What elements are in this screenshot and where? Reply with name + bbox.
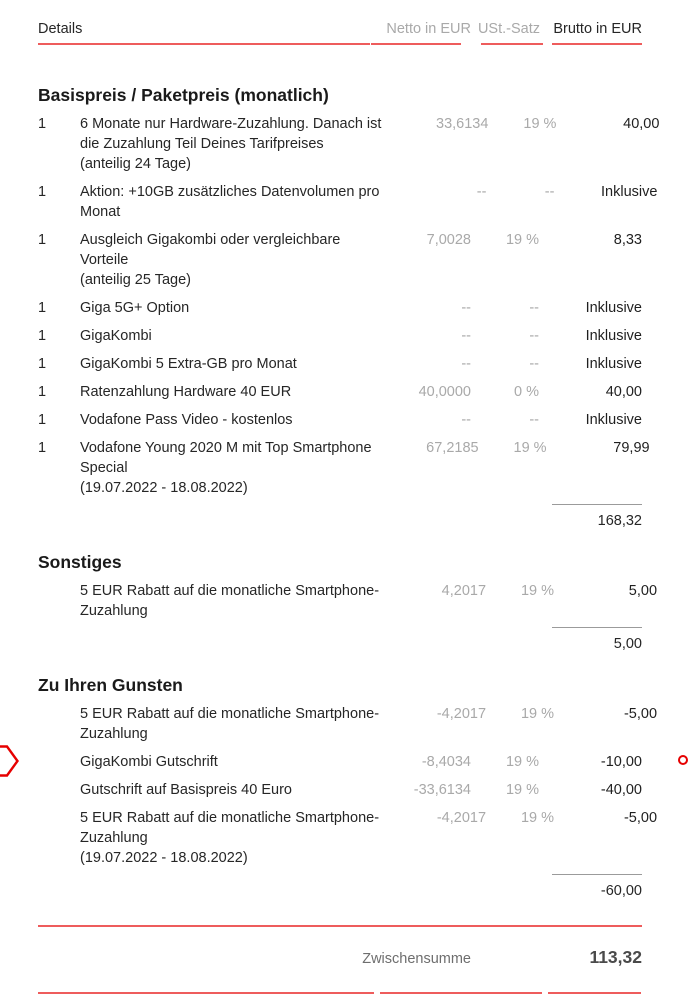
section-rows [38, 581, 658, 621]
row-description-line: die Zuzahlung Teil Deines Tarifpreises [80, 136, 324, 152]
subtotal-rule [552, 627, 642, 628]
row-description-line: Ausgleich Gigakombi oder vergleichbare [80, 232, 341, 248]
row-description-line: (19.07.2022 - 18.08.2022) [80, 850, 248, 866]
row-ust-value: -- [544, 184, 555, 200]
row-brutto-value: 79,99 [613, 440, 650, 456]
row-ust-value: 19 % [505, 232, 539, 248]
row-description [80, 114, 387, 174]
row-netto-value: -33,6134 [413, 782, 471, 798]
row-description [80, 780, 370, 800]
row-description [80, 410, 370, 430]
invoice-body [38, 84, 660, 901]
row-brutto-value: Inklusive [585, 300, 642, 316]
divider-segment [548, 992, 641, 994]
row-ust-value: 0 % [514, 384, 539, 400]
row-description-line: (19.07.2022 - 18.08.2022) [80, 480, 248, 496]
row-brutto-value: -5,00 [623, 810, 658, 826]
table-row [38, 114, 660, 174]
section-subtotal [38, 874, 642, 901]
row-description-line: GigaKombi Gutschrift [80, 754, 218, 770]
section-rows [38, 704, 658, 868]
subtotal-rule [552, 874, 642, 875]
row-quantity [38, 704, 80, 744]
row-quantity: 1 [38, 440, 47, 456]
subtotal-value: 113,32 [589, 947, 642, 967]
row-description [80, 298, 370, 318]
row-brutto-value: Inklusive [585, 412, 642, 428]
row-netto-value: -4,2017 [436, 810, 487, 826]
row-description-line: Aktion: +10GB zusätzliches Datenvolumen pro [80, 184, 380, 200]
row-description-line: Zuzahlung [80, 603, 148, 619]
netto-underline [371, 43, 461, 45]
row-quantity [38, 752, 80, 772]
row-brutto-value: Inklusive [585, 356, 642, 372]
row-description [80, 752, 370, 772]
table-row [38, 704, 658, 744]
column-header-netto [370, 20, 471, 45]
row-brutto-value: 8,33 [613, 232, 642, 248]
row-description-line: GigaKombi [80, 328, 152, 344]
annotation-dot-icon [678, 755, 688, 765]
row-brutto-value: -5,00 [623, 706, 658, 722]
row-netto-value: 7,0028 [426, 232, 471, 248]
table-row [38, 438, 650, 498]
table-row [38, 410, 642, 430]
row-description-line: 5 EUR Rabatt auf die monatliche Smartphone- [80, 706, 380, 722]
table-row [38, 752, 642, 772]
row-description-line: Vodafone Pass Video - kostenlos [80, 412, 293, 428]
section-title: Basispreis / Paketpreis (monatlich) [38, 85, 329, 105]
row-netto-value: -- [461, 328, 471, 344]
row-description [80, 581, 385, 621]
ust-underline [481, 43, 543, 45]
details-underline [38, 43, 370, 45]
row-quantity: 1 [38, 116, 47, 132]
summary-divider-bottom [38, 992, 642, 994]
row-description [80, 808, 385, 868]
table-row [38, 298, 642, 318]
row-description-line: Giga 5G+ Option [80, 300, 190, 316]
row-brutto-value: 40,00 [623, 116, 660, 132]
table-row [38, 230, 642, 290]
row-description [80, 354, 370, 374]
row-brutto-value: -40,00 [600, 782, 642, 798]
row-netto-value: -- [461, 356, 471, 372]
subtotal-row [38, 927, 642, 992]
row-quantity: 1 [38, 356, 47, 372]
row-brutto-value: -10,00 [600, 754, 642, 770]
section-title: Sonstiges [38, 552, 122, 572]
row-brutto-value: 5,00 [628, 583, 658, 599]
row-ust-value: 19 % [513, 440, 547, 456]
row-description [80, 438, 378, 498]
row-netto-value: 67,2185 [426, 440, 479, 456]
row-netto-value: -- [461, 300, 471, 316]
section-subtotal-value: 168,32 [597, 513, 642, 529]
row-netto-value: 4,2017 [441, 583, 487, 599]
row-description [80, 230, 370, 290]
row-description-line: Zuzahlung [80, 830, 148, 846]
row-description [80, 182, 385, 222]
invoice-section [38, 551, 658, 654]
section-subtotal-value: 5,00 [613, 636, 642, 652]
row-quantity: 1 [38, 328, 47, 344]
row-ust-value: -- [529, 356, 539, 372]
row-quantity [38, 581, 80, 621]
row-ust-value: 19 % [523, 116, 557, 132]
subtotal-rule [552, 504, 642, 505]
row-ust-value: 19 % [520, 583, 555, 599]
row-brutto-value: Inklusive [585, 328, 642, 344]
row-quantity: 1 [38, 232, 47, 248]
row-quantity [38, 808, 80, 868]
table-row [38, 808, 658, 868]
row-description-line: GigaKombi 5 Extra-GB pro Monat [80, 356, 297, 372]
column-header-ust [471, 20, 540, 45]
section-title: Zu Ihren Gunsten [38, 675, 183, 695]
row-description-line: Ratenzahlung Hardware 40 EUR [80, 384, 292, 400]
row-ust-value: 19 % [520, 706, 555, 722]
divider-segment [380, 992, 542, 994]
table-row [38, 326, 642, 346]
row-quantity [38, 780, 80, 800]
table-row [38, 382, 642, 402]
divider-segment [38, 992, 374, 994]
table-row [38, 354, 642, 374]
table-header [38, 20, 642, 45]
row-description-line: Vorteile [80, 252, 129, 268]
table-row [38, 581, 658, 621]
section-subtotal-value: -60,00 [600, 883, 642, 899]
column-header-ust-label: USt.-Satz [477, 21, 540, 37]
row-description-line: Gutschrift auf Basispreis 40 Euro [80, 782, 292, 798]
row-ust-value: 19 % [520, 810, 555, 826]
table-row [38, 780, 642, 800]
brutto-underline [552, 43, 642, 45]
row-ust-value: 19 % [505, 754, 539, 770]
row-description-line: 6 Monate nur Hardware-Zuzahlung. Danach ist [80, 116, 382, 132]
row-description-line: (anteilig 25 Tage) [80, 272, 191, 288]
row-netto-value: -4,2017 [436, 706, 487, 722]
section-subtotal [38, 504, 642, 531]
row-netto-value: 40,0000 [418, 384, 471, 400]
row-description-line: Special [80, 460, 128, 476]
invoice-section [38, 84, 660, 531]
row-ust-value: -- [529, 300, 539, 316]
row-description [80, 704, 385, 744]
row-description-line: Vodafone Young 2020 M mit Top Smartphone [80, 440, 372, 456]
row-quantity: 1 [38, 184, 47, 200]
column-header-brutto [540, 20, 642, 45]
column-header-details [38, 20, 370, 45]
row-netto-value: -- [476, 184, 487, 200]
column-header-netto-label: Netto in EUR [386, 21, 471, 37]
row-description-line: Monat [80, 204, 121, 220]
row-netto-value: -- [461, 412, 471, 428]
row-description-line: (anteilig 24 Tage) [80, 156, 191, 172]
row-ust-value: -- [529, 328, 539, 344]
column-header-details-label: Details [38, 21, 83, 37]
row-ust-value: 19 % [505, 782, 539, 798]
row-netto-value: 33,6134 [436, 116, 489, 132]
section-rows [38, 114, 660, 498]
row-brutto-value: Inklusive [601, 184, 658, 200]
row-description-line: 5 EUR Rabatt auf die monatliche Smartphone- [80, 810, 380, 826]
row-description-line: Zuzahlung [80, 726, 148, 742]
row-quantity: 1 [38, 412, 47, 428]
subtotal-label: Zwischensumme [362, 951, 471, 967]
row-ust-value: -- [529, 412, 539, 428]
row-netto-value: -8,4034 [421, 754, 471, 770]
column-header-brutto-label: Brutto in EUR [553, 21, 642, 37]
row-quantity: 1 [38, 384, 47, 400]
row-quantity: 1 [38, 300, 47, 316]
annotation-arrow-icon [0, 745, 19, 777]
row-brutto-value: 40,00 [605, 384, 642, 400]
row-description [80, 382, 370, 402]
invoice-section [38, 674, 658, 901]
table-row [38, 182, 658, 222]
section-subtotal [38, 627, 642, 654]
row-description [80, 326, 370, 346]
row-description-line: 5 EUR Rabatt auf die monatliche Smartphone- [80, 583, 380, 599]
